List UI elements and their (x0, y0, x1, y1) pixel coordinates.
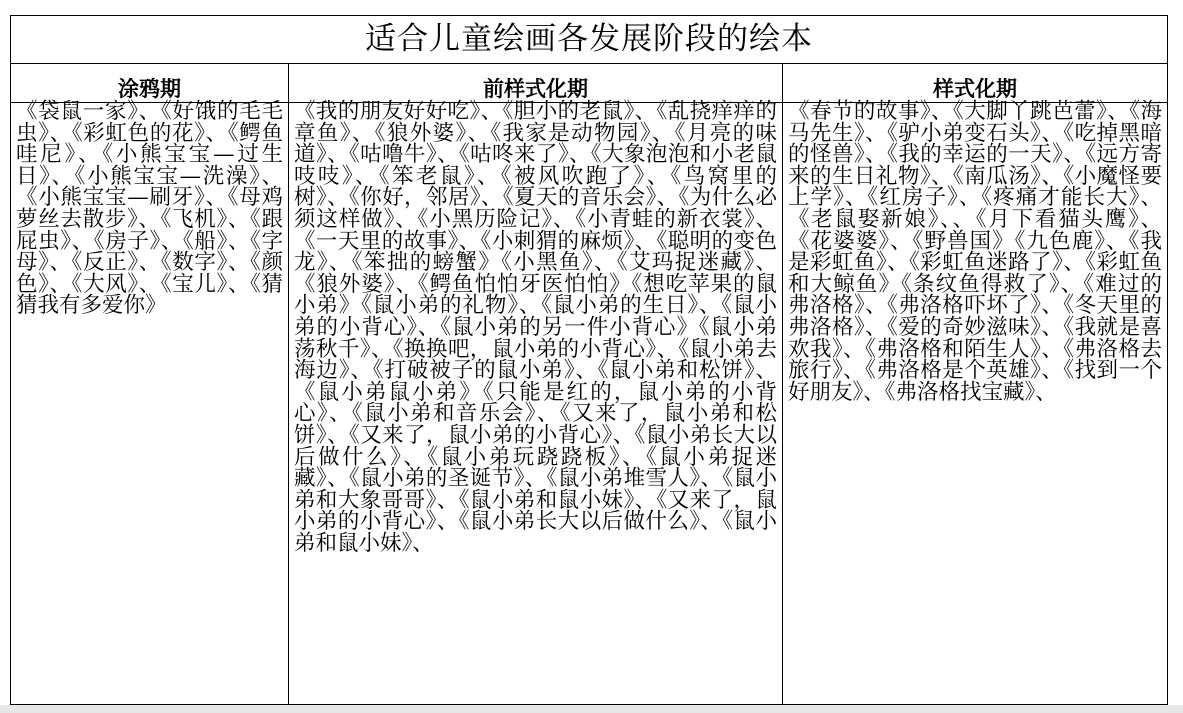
table-title: 适合儿童绘画各发展阶段的绘本 (11, 16, 1167, 64)
column-preschematic-stage (289, 63, 783, 704)
column-scribble-stage (11, 63, 289, 704)
window-bottom-edge (0, 705, 1183, 713)
column-header: 样式化期 (783, 63, 1167, 103)
column-books: 《春节的故事》、《大脚丫跳芭蕾》、《海马先生》、《驴小弟变石头》、《吃掉黑暗的怪兽》、《我的幸运的一天》、《远方寄来的生日礼物》、《南瓜汤》、《小魔怪要上学》、《红房子》、《疼痛才能长大》、《老鼠娶新娘》、、《月下看猫头鹰》、《花婆婆》、《野兽国》《九色鹿》、《我是彩虹鱼》、《彩虹鱼迷路了》、《彩虹鱼和大鲸鱼》《条纹鱼得救了》、《难过的弗洛格》、《弗洛格吓坏了》、《冬天里的弗洛格》、《爱的奇妙滋味》、《我就是喜欢我》、《弗洛格和陌生人》、《弗洛格去旅行》、《弗洛格是个英雄》、《找到一个好朋友》、《弗洛格找宝藏》、 (788, 99, 1162, 405)
picture-book-table (10, 15, 1168, 705)
column-books: 《袋鼠一家》、《好饿的毛毛虫》、《彩虹色的花》、《鳄鱼哇尼》、《小熊宝宝—过生日》、《小熊宝宝—洗澡》、《小熊宝宝—刷牙》、《母鸡萝丝去散步》、《飞机》、《跟屁虫》、《房子》、《船》、《字母》、《反正》、《数字》、《颜色》、《大风》、《宝儿》、《猜猜我有多爱你》 (16, 99, 283, 319)
column-books: 《我的朋友好好吃》、《胆小的老鼠》、《乱挠痒痒的章鱼》、《狼外婆》、《我家是动物园》、《月亮的味道》、《咕噜牛》、《咕咚来了》、《大象泡泡和小老鼠吱吱》、《笨老鼠》、《被风吹跑了》、《鸟窝里的树》、《你好，邻居》、《夏天的音乐会》、《为什么必须这样做》、《小黑历险记》、《小青蛙的新衣裳》、《一天里的故事》、《小刺猬的麻烦》、《聪明的变色龙》、《笨拙的螃蟹》《小黑鱼》、《艾玛捉迷藏》、《狼外婆》、《鳄鱼怕怕牙医怕怕》《想吃苹果的鼠小弟》《鼠小弟的礼物》、《鼠小弟的生日》、《鼠小弟的小背心》、《鼠小弟的另一件小背心》《鼠小弟荡秋千》、《换换吧，鼠小弟的小背心》、《鼠小弟去海边》、《打破被子的鼠小弟》、《鼠小弟和松饼》、《鼠小弟鼠小弟》《只能是红的，鼠小弟的小背心》、《鼠小弟和音乐会》、《又来了，鼠小弟和松饼》、《又来了，鼠小弟的小背心》、《鼠小弟长大以后做什么》、《鼠小弟玩跷跷板》、《鼠小弟捉迷藏》、《鼠小弟的圣诞节》、《鼠小弟堆雪人》、《鼠小弟和大象哥哥》、《鼠小弟和鼠小妹》、《又来了，鼠小弟的小背心》、《鼠小弟长大以后做什么》、《鼠小弟和鼠小妹》、 (294, 99, 777, 556)
column-schematic-stage (783, 63, 1167, 704)
column-header: 前样式化期 (289, 63, 782, 103)
column-header: 涂鸦期 (11, 63, 288, 103)
